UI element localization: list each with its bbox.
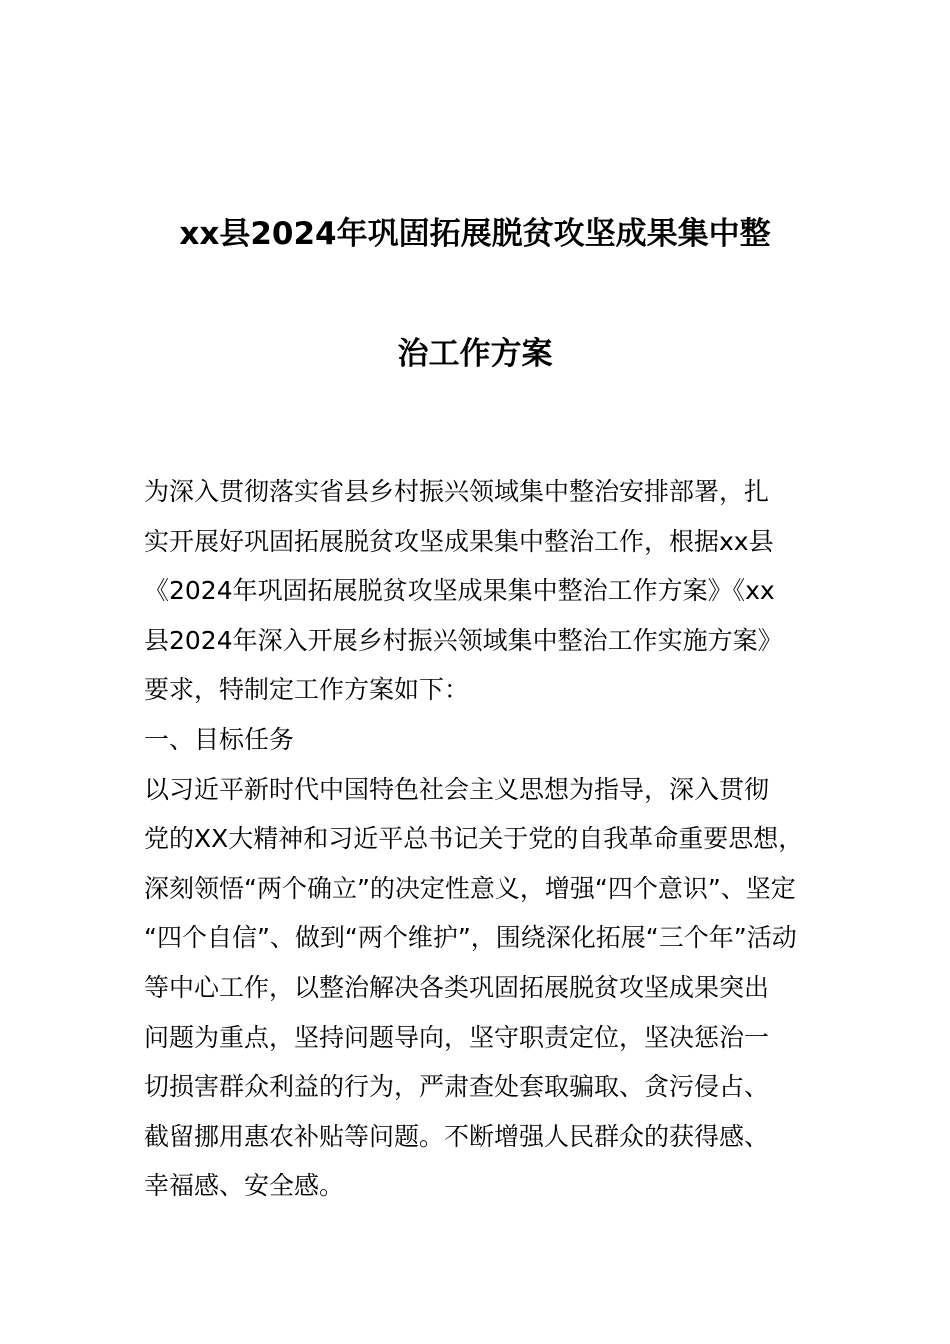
body-line: 党的XX大精神和习近平总书记关于党的自我革命重要思想， (144, 824, 804, 854)
document-title-line-1: xx县2024年巩固拓展脱贫攻坚成果集中整 (179, 216, 771, 252)
body-line: 《2024年巩固拓展脱贫攻坚成果集中整治工作方案》《xx (144, 576, 775, 606)
document-title-line-2: 治工作方案 (397, 336, 553, 372)
body-line: 深刻领悟“两个确立”的决定性意义，增强“四个意识”、坚定 (144, 873, 796, 903)
body-line: “四个自信”、做到“两个维护”，围绕深化拓展“三个年”活动 (144, 923, 797, 953)
body-line: 问题为重点，坚持问题导向，坚守职责定位，坚决惩治一 (144, 1022, 770, 1052)
body-line: 实开展好巩固拓展脱贫攻坚成果集中整治工作，根据xx县 (144, 526, 774, 556)
document-body (144, 467, 844, 1211)
body-line: 县2024年深入开展乡村振兴领域集中整治工作实施方案》 (144, 625, 783, 655)
body-line: 截留挪用惠农补贴等问题。不断增强人民群众的获得感、 (144, 1121, 770, 1151)
body-line: 幸福感、安全感。 (144, 1171, 345, 1201)
body-line: 以习近平新时代中国特色社会主义思想为指导，深入贯彻 (144, 774, 770, 804)
body-line: 为深入贯彻落实省县乡村振兴领域集中整治安排部署，扎 (144, 477, 770, 506)
body-line: 切损害群众利益的行为，严肃查处套取骗取、贪污侵占、 (144, 1072, 770, 1102)
section-heading: 一、目标任务 (144, 724, 295, 754)
body-line: 等中心工作，以整治解决各类巩固拓展脱贫攻坚成果突出 (144, 972, 770, 1002)
body-line: 要求，特制定工作方案如下： (144, 675, 470, 705)
